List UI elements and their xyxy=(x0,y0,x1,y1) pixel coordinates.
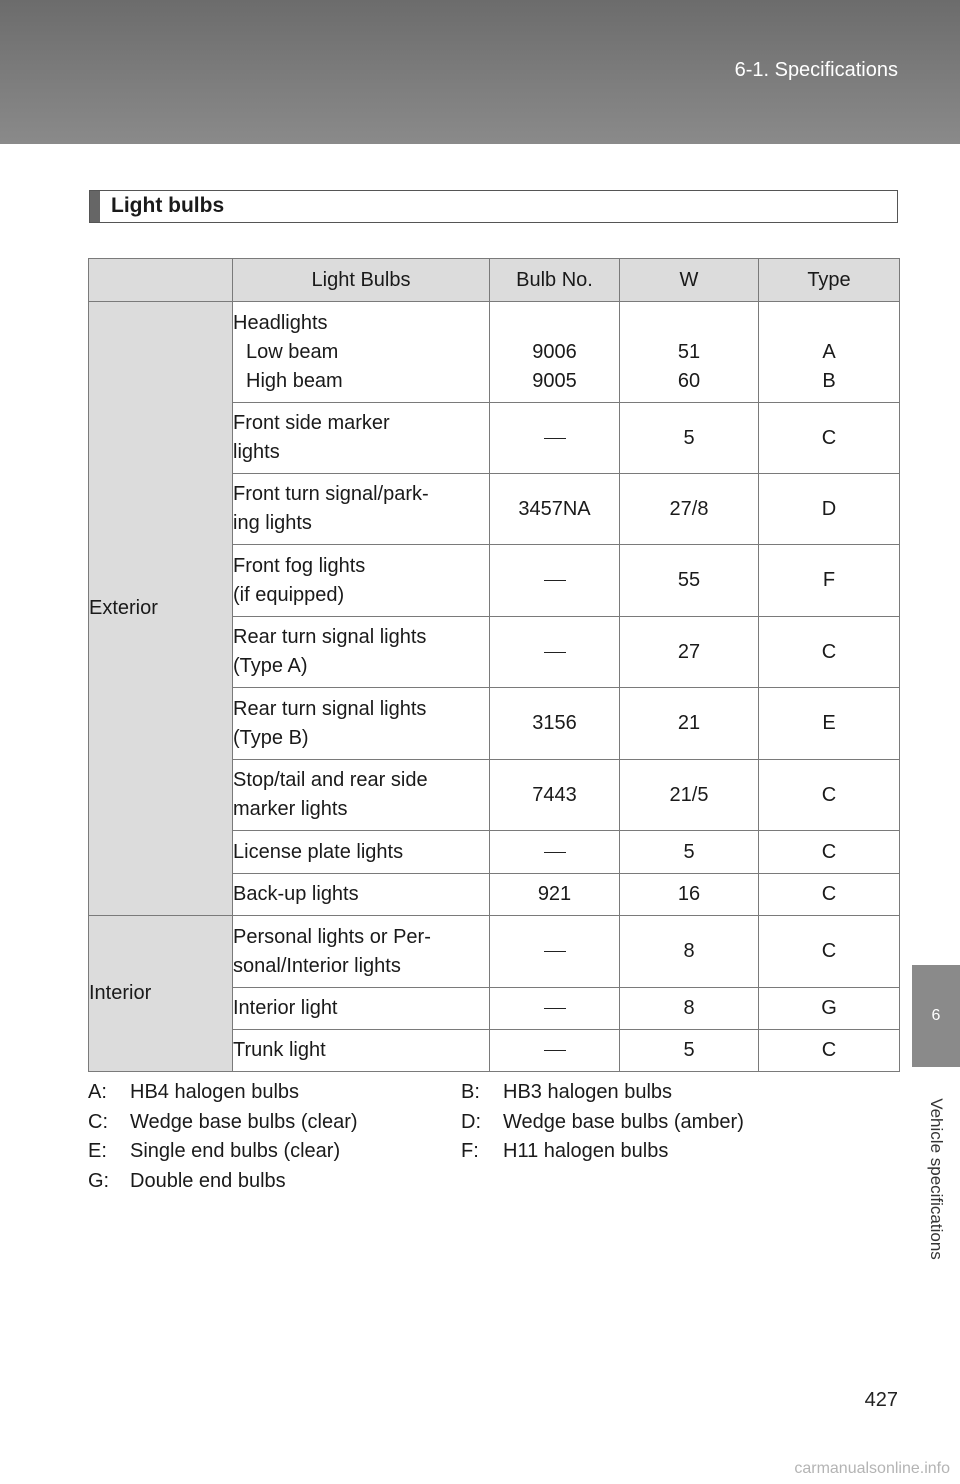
watt: 21 xyxy=(620,688,759,760)
bulb-no: 7443 xyxy=(490,760,620,831)
legend-letter: C: xyxy=(88,1110,108,1133)
legend-text: Wedge base bulbs (amber) xyxy=(503,1110,744,1133)
legend-letter: G: xyxy=(88,1169,110,1192)
bulb-type: C xyxy=(759,916,900,988)
table-header-row xyxy=(89,259,900,302)
dash-mark xyxy=(544,438,566,439)
legend-text: HB3 halogen bulbs xyxy=(503,1081,673,1103)
bulb-name-cell xyxy=(233,760,490,831)
bulb-no-dash xyxy=(490,988,620,1030)
bulb-no: 9006 xyxy=(532,340,577,363)
legend-letter: D: xyxy=(461,1110,481,1133)
bulb-name: lights xyxy=(233,441,280,463)
bulb-type: F xyxy=(759,545,900,617)
bulb-name: ing lights xyxy=(233,512,312,534)
bulb-type: G xyxy=(759,988,900,1030)
chapter-label-text: Vehicle specifications xyxy=(927,1098,946,1260)
header-cell-light-bulbs: Light Bulbs xyxy=(233,259,490,302)
header-cell-bulb-no: Bulb No. xyxy=(490,259,620,302)
table-row xyxy=(89,302,900,403)
legend-letter: A: xyxy=(88,1081,107,1103)
bulb-type: D xyxy=(759,474,900,545)
legend-text: Single end bulbs (clear) xyxy=(130,1140,341,1162)
legend-row xyxy=(88,1108,834,1138)
type-cell xyxy=(759,302,900,403)
bulb-name-cell xyxy=(233,474,490,545)
bulb-name: (Type A) xyxy=(233,655,308,677)
watt: 51 xyxy=(677,340,701,363)
watt: 8 xyxy=(620,916,759,988)
bulb-name: Personal lights or Per- xyxy=(233,925,431,948)
bulb-type-legend xyxy=(88,1078,834,1196)
category-interior: Interior xyxy=(89,916,233,1072)
bulb-type: C xyxy=(759,403,900,474)
watt: 27 xyxy=(620,617,759,688)
bulb-type: B xyxy=(822,369,836,392)
bulb-name: marker lights xyxy=(233,798,348,820)
header-cell-corner xyxy=(89,259,233,302)
legend-item xyxy=(88,1137,461,1167)
bulb-name: Rear turn signal lights xyxy=(233,626,427,648)
bulb-type: C xyxy=(759,1030,900,1072)
table-row xyxy=(89,916,900,988)
bulb-type: C xyxy=(759,874,900,916)
watermark: carmanualsonline.info xyxy=(794,1460,950,1477)
bulb-name-cell xyxy=(233,545,490,617)
legend-letter: B: xyxy=(461,1081,480,1103)
dash-mark xyxy=(544,951,566,952)
dash-mark xyxy=(544,852,566,853)
legend-text: H11 halogen bulbs xyxy=(503,1140,669,1162)
legend-row xyxy=(88,1078,834,1108)
bulb-name-cell xyxy=(233,403,490,474)
section-header: 6-1. Specifications xyxy=(734,59,898,81)
section-title: Light bulbs xyxy=(111,194,225,217)
dash-mark xyxy=(544,652,566,653)
bulb-name-cell xyxy=(233,617,490,688)
bulb-type: C xyxy=(759,760,900,831)
chapter-label xyxy=(912,1067,960,1292)
dash-mark xyxy=(544,580,566,581)
bulb-name: Interior light xyxy=(233,988,490,1030)
bulb-no-dash xyxy=(490,617,620,688)
watt-cell xyxy=(620,302,759,403)
legend-text: Wedge base bulbs (clear) xyxy=(130,1110,358,1133)
bulb-no: 3156 xyxy=(490,688,620,760)
watt: 5 xyxy=(620,1030,759,1072)
legend-row xyxy=(88,1167,834,1197)
bulb-no: 3457NA xyxy=(490,474,620,545)
bulb-name: Front side marker xyxy=(233,412,390,434)
bulb-type: C xyxy=(759,831,900,874)
bulb-name: Front turn signal/park- xyxy=(233,483,429,505)
bulb-name-cell xyxy=(233,916,490,988)
bulb-name: Rear turn signal lights xyxy=(233,697,427,720)
legend-text: Double end bulbs xyxy=(130,1169,286,1192)
watt: 60 xyxy=(677,369,701,392)
header-band xyxy=(0,0,960,144)
chapter-tab: 6 xyxy=(912,965,960,1067)
watt: 55 xyxy=(620,545,759,617)
header-cell-w: W xyxy=(620,259,759,302)
watt: 21/5 xyxy=(620,760,759,831)
legend-row xyxy=(88,1137,834,1167)
legend-letter: E: xyxy=(88,1140,107,1162)
bulb-no-dash xyxy=(490,831,620,874)
dash-mark xyxy=(544,1050,566,1051)
page-number: 427 xyxy=(864,1389,898,1411)
legend-item xyxy=(461,1108,834,1138)
bulb-name: (Type B) xyxy=(233,726,309,749)
bulb-type: E xyxy=(759,688,900,760)
bulb-name: sonal/Interior lights xyxy=(233,954,401,977)
legend-item xyxy=(461,1137,834,1167)
bulb-name: Back-up lights xyxy=(233,874,490,916)
bulb-name: Stop/tail and rear side xyxy=(233,769,428,791)
watt: 16 xyxy=(620,874,759,916)
legend-letter: F: xyxy=(461,1140,479,1162)
bulb-name: Headlights xyxy=(233,311,328,334)
legend-item xyxy=(88,1167,461,1197)
bulb-no-cell xyxy=(490,302,620,403)
header-cell-type: Type xyxy=(759,259,900,302)
bulb-no-dash xyxy=(490,403,620,474)
bulb-name: Trunk light xyxy=(233,1030,490,1072)
bulb-name: (if equipped) xyxy=(233,583,345,606)
bulb-name-cell xyxy=(233,688,490,760)
bulb-type: C xyxy=(759,617,900,688)
legend-item xyxy=(88,1078,461,1108)
dash-mark xyxy=(544,1008,566,1009)
bulb-name-cell xyxy=(233,302,490,403)
legend-text: HB4 halogen bulbs xyxy=(130,1081,300,1103)
category-exterior: Exterior xyxy=(89,302,233,916)
bulb-type: A xyxy=(822,340,836,363)
bulb-no-dash xyxy=(490,916,620,988)
bulb-sub-name: High beam xyxy=(246,369,343,392)
light-bulbs-table xyxy=(88,258,900,1072)
legend-item xyxy=(461,1078,834,1108)
bulb-no-dash xyxy=(490,545,620,617)
watt: 27/8 xyxy=(620,474,759,545)
bulb-no: 9005 xyxy=(532,369,577,392)
watt: 5 xyxy=(620,403,759,474)
bulb-no: 921 xyxy=(490,874,620,916)
legend-item xyxy=(88,1108,461,1138)
bulb-no-dash xyxy=(490,1030,620,1072)
bulb-name: Front fog lights xyxy=(233,554,366,577)
watt: 8 xyxy=(620,988,759,1030)
bulb-sub-name: Low beam xyxy=(246,340,339,363)
bulb-name: License plate lights xyxy=(233,831,490,874)
section-title-bar xyxy=(90,191,100,222)
section-title-box xyxy=(89,190,898,223)
watt: 5 xyxy=(620,831,759,874)
